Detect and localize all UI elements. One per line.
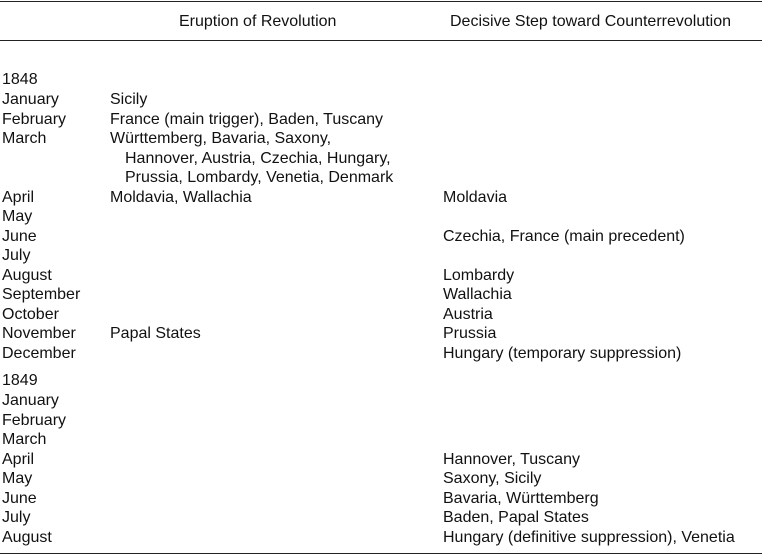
- month-cell: January: [2, 392, 59, 409]
- month-cell: June: [2, 227, 37, 245]
- eruption-line: Württemberg, Bavaria, Saxony,: [110, 130, 332, 147]
- eruption-cell: [110, 324, 430, 344]
- month-cell: November: [2, 325, 76, 342]
- header-rule: [0, 40, 762, 41]
- eruption-line: France (main trigger), Baden, Tuscany: [110, 110, 384, 128]
- counterrevolution-cell: Hannover, Tuscany: [443, 450, 580, 468]
- counterrevolution-cell: Lombardy: [443, 266, 515, 284]
- month-cell: January: [2, 91, 59, 108]
- table-top-rule: [0, 1, 762, 2]
- column-header-eruption: Eruption of Revolution: [179, 13, 337, 30]
- counterrevolution-cell: Baden, Papal States: [443, 509, 589, 526]
- month-cell: July: [2, 247, 31, 264]
- eruption-line: Hannover, Austria, Czechia, Hungary,: [125, 149, 391, 167]
- month-cell: May: [2, 208, 33, 225]
- counterrevolution-cell: Hungary (temporary suppression): [443, 344, 682, 362]
- year-label: 1849: [2, 372, 38, 389]
- eruption-line: Prussia, Lombardy, Venetia, Denmark: [125, 169, 394, 186]
- month-cell: February: [2, 110, 67, 128]
- counterrevolution-cell: Bavaria, Württemberg: [443, 489, 599, 507]
- eruption-line: Sicily: [110, 91, 148, 108]
- counterrevolution-cell: Austria: [443, 305, 493, 323]
- counterrevolution-cell: Hungary (definitive suppression), Venetia: [443, 528, 735, 546]
- month-cell: August: [2, 528, 52, 546]
- eruption-cell: [110, 188, 430, 208]
- month-cell: March: [2, 431, 47, 448]
- month-cell: October: [2, 305, 59, 323]
- eruption-line: Moldavia, Wallachia: [110, 188, 252, 206]
- counterrevolution-cell: Prussia: [443, 325, 497, 342]
- month-cell: August: [2, 266, 52, 284]
- table-bottom-rule: [0, 553, 762, 554]
- month-cell: September: [2, 286, 81, 303]
- column-header-counterrevolution: Decisive Step toward Counterrevolution: [450, 13, 732, 30]
- eruption-cell: [110, 129, 430, 188]
- year-label: 1848: [2, 71, 38, 88]
- month-cell: May: [2, 470, 33, 487]
- eruption-line: Papal States: [110, 325, 201, 342]
- month-cell: March: [2, 130, 47, 147]
- eruption-cell: [110, 90, 430, 110]
- counterrevolution-cell: Saxony, Sicily: [443, 470, 542, 487]
- eruption-cell: [110, 110, 430, 130]
- counterrevolution-cell: Wallachia: [443, 286, 512, 303]
- month-cell: April: [2, 188, 35, 206]
- month-cell: July: [2, 509, 31, 526]
- month-cell: December: [2, 344, 76, 362]
- counterrevolution-cell: Czechia, France (main precedent): [443, 227, 685, 245]
- month-cell: June: [2, 489, 37, 507]
- counterrevolution-cell: Moldavia: [443, 188, 508, 206]
- month-cell: February: [2, 411, 67, 429]
- month-cell: April: [2, 450, 35, 468]
